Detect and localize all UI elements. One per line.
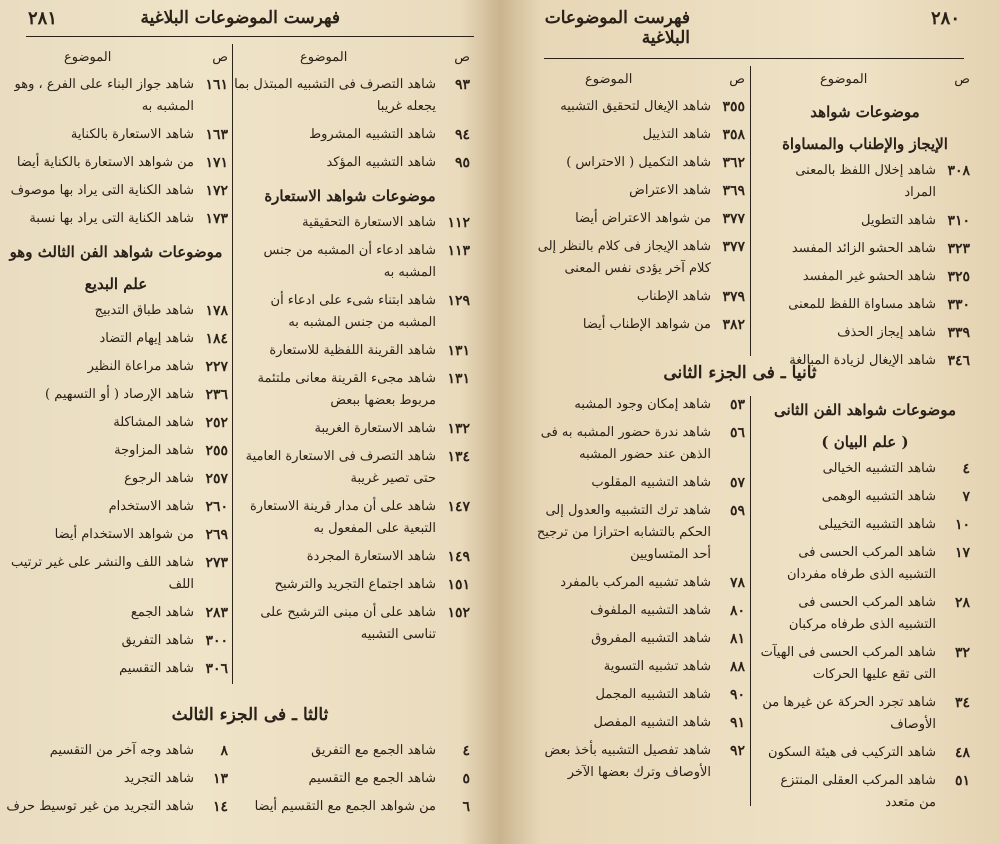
index-entry (230, 740, 470, 768)
entry-topic: شاهد إيجاز الحذف (837, 325, 936, 340)
entry-page-number: ٢٥٧ (205, 471, 228, 487)
entry-topic: شاهد جواز البناء على الفرع ، وهو المشبه به (14, 77, 194, 114)
part-heading: ثانيا ـ فى الجزء الثانى (663, 363, 817, 383)
entry-topic: شاهد التجريد من غير توسيط حرف (6, 799, 194, 814)
index-entry (760, 210, 970, 238)
index-entry (4, 602, 228, 630)
entry-page-number: ٢٨٣ (205, 605, 228, 621)
entry-page-number: ٣٥٨ (722, 127, 745, 143)
entry-page-number: ١٢٩ (447, 293, 470, 309)
index-entry (230, 124, 470, 152)
entry-topic: شاهد المشاكلة (113, 415, 194, 430)
index-entry (4, 328, 228, 356)
entry-topic: شاهد الجمع مع التفريق (311, 743, 436, 758)
entry-page-number: ١٧٢ (205, 183, 228, 199)
right-page-left-column (525, 72, 745, 342)
entry-page-number: ٤٨ (954, 745, 970, 761)
index-entry (525, 180, 745, 208)
entry-page-number: ١١٢ (447, 215, 470, 231)
entry-page-number: ٣٦٩ (722, 183, 745, 199)
left-page-bottom-left (4, 740, 228, 824)
entry-page-number: ٣٢ (954, 645, 970, 661)
index-entry (760, 266, 970, 294)
index-entry (525, 208, 745, 236)
index-entry (525, 712, 745, 740)
entry-page-number: ٣٥٥ (722, 99, 745, 115)
entry-topic: شاهد التكميل ( الاحتراس ) (566, 155, 711, 170)
entry-topic: من شواهد الإطناب أيضا (582, 317, 711, 332)
index-entry (4, 440, 228, 468)
entry-topic: شاهد إخلال اللفظ بالمعنى المراد (795, 163, 936, 200)
entry-page-number: ٣٤ (954, 695, 970, 711)
entry-topic: شاهد على أن مدار قرينة الاستعارة التبعية على المفعول به (250, 499, 436, 536)
index-entry (4, 300, 228, 328)
entry-page-number: ١٦١ (205, 77, 228, 93)
entry-topic: شاهد الاستعارة بالكناية (70, 127, 194, 142)
entry-topic: شاهد إمكان وجود المشبه (574, 397, 711, 412)
entry-topic: شاهد الكناية التى يراد بها نسبة (29, 211, 194, 226)
index-entry (760, 742, 970, 770)
entry-topic: شاهد القرينة اللفظية للاستعارة (269, 343, 436, 358)
entry-page-number: ٩٥ (454, 155, 470, 171)
index-entry (4, 356, 228, 384)
entry-page-number: ١٧١ (205, 155, 228, 171)
index-entry (525, 422, 745, 472)
entry-topic: شاهد التشبيه المفروق (591, 631, 711, 646)
entry-page-number: ٢٥٢ (205, 415, 228, 431)
entry-topic: شاهد المزاوجة (114, 443, 194, 458)
entry-topic: شاهد التشبيه الملفوف (590, 603, 711, 618)
index-entry (525, 740, 745, 790)
entry-page-number: ٣٢٥ (947, 269, 970, 285)
entry-page-number: ٤ (962, 461, 970, 477)
index-entry (4, 384, 228, 412)
entry-page-number: ٩٤ (454, 127, 470, 143)
entry-topic: شاهد الرجوع (124, 471, 194, 486)
entry-topic: شاهد على أن مبنى الترشيح على تناسى التشبيه (260, 605, 436, 642)
index-entry (760, 514, 970, 542)
entry-topic: شاهد طباق التدبيج (94, 303, 194, 318)
entry-page-number: ٣٠٠ (205, 633, 228, 649)
topic-col-header: الموضوع (64, 50, 112, 65)
index-entry (760, 592, 970, 642)
right-page (510, 0, 1000, 844)
entry-page-number: ١١٣ (447, 243, 470, 259)
right-page-bottom-left (525, 394, 745, 790)
entry-topic: شاهد الجمع مع التقسيم (308, 771, 436, 786)
entry-page-number: ٥٣ (729, 397, 745, 413)
entry-topic: شاهد التذييل (642, 127, 711, 142)
entry-page-number: ١٠ (954, 517, 970, 533)
entry-page-number: ٣٧٩ (722, 289, 745, 305)
entry-page-number: ١٧ (954, 545, 970, 561)
section-heading: موضوعات شواهد (810, 103, 920, 121)
index-entry (4, 658, 228, 686)
entry-topic: شاهد إيهام التضاد (99, 331, 194, 346)
entry-topic: شاهد تفصيل التشبيه بأخذ بعض الأوصاف وترك بعضها الآخر (544, 743, 711, 780)
page-col-header: ص (212, 50, 228, 65)
index-entry (525, 500, 745, 572)
index-entry (4, 208, 228, 236)
entry-page-number: ٢٦٠ (205, 499, 228, 515)
entry-page-number: ٨٨ (729, 659, 745, 675)
entry-topic: شاهد التجريد (123, 771, 194, 786)
index-entry (525, 656, 745, 684)
entry-page-number: ١٣٢ (447, 421, 470, 437)
entry-page-number: ٥ (462, 771, 470, 787)
entry-page-number: ٣٠٨ (947, 163, 970, 179)
index-entry (760, 458, 970, 486)
right-page-right-column (760, 72, 970, 378)
index-entry (525, 394, 745, 422)
entry-topic: من شواهد الاعتراض أيضا (575, 211, 711, 226)
index-entry (4, 796, 228, 824)
entry-page-number: ٣٦٢ (722, 155, 745, 171)
entry-topic: شاهد المركب الحسى فى الهيآت التى تقع عليها الحركات (760, 645, 936, 682)
index-entry (760, 692, 970, 742)
entry-page-number: ١٦٣ (205, 127, 228, 143)
section-heading: ( علم البيان ) (821, 433, 909, 451)
entry-page-number: ٩٠ (729, 687, 745, 703)
topic-col-header: الموضوع (585, 72, 633, 87)
entry-page-number: ٣٤٦ (947, 353, 970, 369)
entry-topic: شاهد تجرد الحركة عن غيرها من الأوصاف (762, 695, 936, 732)
entry-page-number: ٣١٠ (947, 213, 970, 229)
entry-topic: شاهد المركب الحسى فى التشبيه الذى طرفاه مفردان (786, 545, 936, 582)
entry-topic: شاهد مساواة اللفظ للمعنى (788, 297, 936, 312)
index-entry (525, 600, 745, 628)
entry-page-number: ١٣ (212, 771, 228, 787)
index-entry (760, 294, 970, 322)
entry-topic: شاهد التشبيه التخييلى (818, 517, 936, 532)
section-heading: الإيجاز والإطناب والمساواة (782, 135, 948, 153)
index-entry (760, 238, 970, 266)
index-entry (760, 542, 970, 592)
left-page-left-column (4, 50, 228, 686)
page-col-header: ص (954, 72, 970, 87)
index-entry (4, 524, 228, 552)
left-page-number: ٢٨١ (28, 8, 58, 29)
index-entry (525, 124, 745, 152)
entry-topic: شاهد الجمع (130, 605, 194, 620)
entry-topic: شاهد الاستعارة الغريبة (314, 421, 436, 436)
section-heading: علم البديع (84, 275, 148, 293)
entry-page-number: ٨١ (729, 631, 745, 647)
entry-page-number: ٢٥٥ (205, 443, 228, 459)
entry-topic: شاهد التشبيه المقلوب (591, 475, 711, 490)
entry-topic: شاهد التصرف فى التشبيه المبتذل بما يجعله غريبا (234, 77, 436, 114)
entry-page-number: ١٤ (212, 799, 228, 815)
index-entry (4, 412, 228, 440)
entry-page-number: ٥٦ (729, 425, 745, 441)
index-entry (230, 340, 470, 368)
entry-topic: شاهد وجه آخر من التقسيم (49, 743, 194, 758)
entry-topic: شاهد التركيب فى هيئة السكون (768, 745, 936, 760)
entry-topic: شاهد الاستخدام (108, 499, 194, 514)
index-entry (525, 684, 745, 712)
index-entry (230, 152, 470, 180)
index-entry (230, 546, 470, 574)
entry-page-number: ٢٣٦ (205, 387, 228, 403)
index-entry (4, 468, 228, 496)
entry-page-number: ٦ (462, 799, 470, 815)
entry-page-number: ١٣١ (447, 371, 470, 387)
index-entry (760, 322, 970, 350)
entry-topic: شاهد اللف والنشر على غير ترتيب اللف (11, 555, 194, 592)
entry-page-number: ٣٠٦ (205, 661, 228, 677)
entry-topic: شاهد التفريق (121, 633, 194, 648)
index-entry (760, 770, 970, 820)
right-running-title: فهرست الموضوعات البلاغية (544, 8, 690, 48)
index-entry (4, 152, 228, 180)
entry-topic: شاهد الإيغال لتحقيق التشبيه (560, 99, 711, 114)
index-entry (760, 642, 970, 692)
index-entry (525, 472, 745, 500)
entry-topic: شاهد ادعاء أن المشبه من جنس المشبه به (263, 243, 436, 280)
entry-page-number: ٣٨٢ (722, 317, 745, 333)
entry-page-number: ٥٧ (729, 475, 745, 491)
entry-page-number: ٩٢ (729, 743, 745, 759)
entry-page-number: ٥٩ (729, 503, 745, 519)
section-heading: موضوعات شواهد الفن الثالث وهو (9, 243, 223, 261)
right-page-bottom-right (760, 394, 970, 820)
entry-topic: من شواهد الجمع مع التقسيم أيضا (254, 799, 436, 814)
index-entry (525, 572, 745, 600)
index-entry (230, 418, 470, 446)
entry-page-number: ٢٢٧ (205, 359, 228, 375)
entry-page-number: ١٤٩ (447, 549, 470, 565)
entry-page-number: ٨ (220, 743, 228, 759)
left-page-bottom-right (230, 740, 470, 824)
index-entry (230, 768, 470, 796)
entry-topic: شاهد المركب الحسى فى التشبيه الذى طرفاه مركبان (788, 595, 936, 632)
entry-topic: شاهد الإيغال لزيادة المبالغة (789, 353, 936, 368)
index-entry (525, 152, 745, 180)
entry-topic: شاهد الحشو الزائد المفسد (791, 241, 936, 256)
header-rule (544, 58, 964, 59)
entry-topic: شاهد التشبيه الخيالى (822, 461, 936, 476)
entry-page-number: ٩٣ (454, 77, 470, 93)
entry-page-number: ١٧٣ (205, 211, 228, 227)
entry-topic: من شواهد الاستعارة بالكناية أيضا (16, 155, 194, 170)
entry-topic: شاهد التطويل (860, 213, 936, 228)
entry-page-number: ٩١ (729, 715, 745, 731)
entry-page-number: ٣٢٣ (947, 241, 970, 257)
column-divider (750, 66, 751, 356)
entry-topic: شاهد التشبيه المفصل (593, 715, 711, 730)
index-entry (4, 630, 228, 658)
section-heading: موضوعات شواهد الاستعارة (264, 187, 436, 205)
entry-topic: شاهد ابتناء شىء على ادعاء أن المشبه من جنس المشبه به (270, 293, 436, 330)
entry-topic: شاهد التشبيه الوهمى (821, 489, 936, 504)
entry-topic: شاهد تشبيه التسوية (603, 659, 711, 674)
index-entry (230, 446, 470, 496)
entry-topic: من شواهد الاستخدام أيضا (54, 527, 194, 542)
entry-page-number: ١٥١ (447, 577, 470, 593)
entry-topic: شاهد ندرة حضور المشبه به فى الذهن عند حضور المشبه (540, 425, 711, 462)
entry-topic: شاهد التشبيه المؤكد (326, 155, 436, 170)
entry-page-number: ٧ (962, 489, 970, 505)
index-entry (4, 552, 228, 602)
entry-topic: شاهد التشبيه المشروط (309, 127, 436, 142)
column-divider (750, 396, 751, 806)
right-page-number: ٢٨٠ (930, 8, 960, 29)
entry-page-number: ١٥٢ (447, 605, 470, 621)
index-entry (525, 96, 745, 124)
index-entry (230, 74, 470, 124)
entry-topic: شاهد تشبيه المركب بالمفرد (560, 575, 711, 590)
entry-page-number: ٣٧٧ (722, 239, 745, 255)
index-entry (230, 796, 470, 824)
entry-topic: شاهد المركب العقلى المنتزع من متعدد (780, 773, 936, 810)
entry-topic: شاهد الاعتراض (629, 183, 711, 198)
topic-col-header: الموضوع (820, 72, 868, 87)
page-col-header: ص (729, 72, 745, 87)
index-entry (4, 124, 228, 152)
index-entry (525, 286, 745, 314)
entry-topic: شاهد الاستعارة المجردة (306, 549, 436, 564)
index-entry (230, 496, 470, 546)
index-entry (4, 180, 228, 208)
entry-page-number: ١٤٧ (447, 499, 470, 515)
entry-page-number: ١٣٤ (447, 449, 470, 465)
entry-page-number: ٤ (462, 743, 470, 759)
entry-topic: شاهد التشبيه المجمل (595, 687, 711, 702)
index-entry (4, 74, 228, 124)
part-heading: ثالثا ـ فى الجزء الثالث (171, 705, 329, 725)
entry-page-number: ٢٧٣ (205, 555, 228, 571)
page-col-header: ص (454, 50, 470, 65)
entry-page-number: ١٨٤ (205, 331, 228, 347)
entry-page-number: ٢٦٩ (205, 527, 228, 543)
entry-page-number: ١٧٨ (205, 303, 228, 319)
left-page-right-column (230, 50, 470, 652)
index-entry (4, 740, 228, 768)
entry-page-number: ٣٧٧ (722, 211, 745, 227)
entry-topic: شاهد الإرصاد ( أو التسهيم ) (45, 387, 194, 402)
entry-topic: شاهد مراعاة النظير (87, 359, 194, 374)
left-running-title: فهرست الموضوعات البلاغية (140, 8, 340, 28)
index-entry (230, 574, 470, 602)
entry-topic: شاهد الحشو غير المفسد (802, 269, 936, 284)
entry-page-number: ٣٣٠ (947, 297, 970, 313)
entry-topic: شاهد اجتماع التجريد والترشيح (274, 577, 436, 592)
index-entry (760, 160, 970, 210)
index-entry (230, 368, 470, 418)
entry-topic: شاهد الإطناب (636, 289, 711, 304)
entry-page-number: ٨٠ (729, 603, 745, 619)
index-entry (525, 236, 745, 286)
entry-topic: شاهد الإيجاز فى كلام بالنظر إلى كلام آخر يؤدى نفس المعنى (537, 239, 711, 276)
entry-page-number: ١٣١ (447, 343, 470, 359)
index-entry (230, 602, 470, 652)
entry-page-number: ٣٣٩ (947, 325, 970, 341)
entry-page-number: ٧٨ (729, 575, 745, 591)
entry-page-number: ٥١ (954, 773, 970, 789)
entry-topic: شاهد الكناية التى يراد بها موصوف (10, 183, 194, 198)
section-heading: موضوعات شواهد الفن الثانى (773, 401, 957, 419)
header-rule (26, 36, 474, 37)
index-entry (760, 486, 970, 514)
index-entry (230, 290, 470, 340)
index-entry (230, 240, 470, 290)
index-entry (525, 314, 745, 342)
entry-page-number: ٢٨ (954, 595, 970, 611)
entry-topic: شاهد التقسيم (119, 661, 194, 676)
entry-topic: شاهد الاستعارة التحقيقية (302, 215, 436, 230)
index-entry (4, 496, 228, 524)
index-entry (230, 212, 470, 240)
entry-topic: شاهد ترك التشبيه والعدول إلى الحكم بالتشابه احترازا من ترجيح أحد المتساويين (536, 503, 711, 562)
topic-col-header: الموضوع (300, 50, 348, 65)
index-entry (525, 628, 745, 656)
entry-topic: شاهد التصرف فى الاستعارة العامية حتى تصير غريبة (245, 449, 436, 486)
entry-topic: شاهد مجىء القرينة معانى ملتئمة مربوط بعضها ببعض (257, 371, 436, 408)
index-entry (4, 768, 228, 796)
